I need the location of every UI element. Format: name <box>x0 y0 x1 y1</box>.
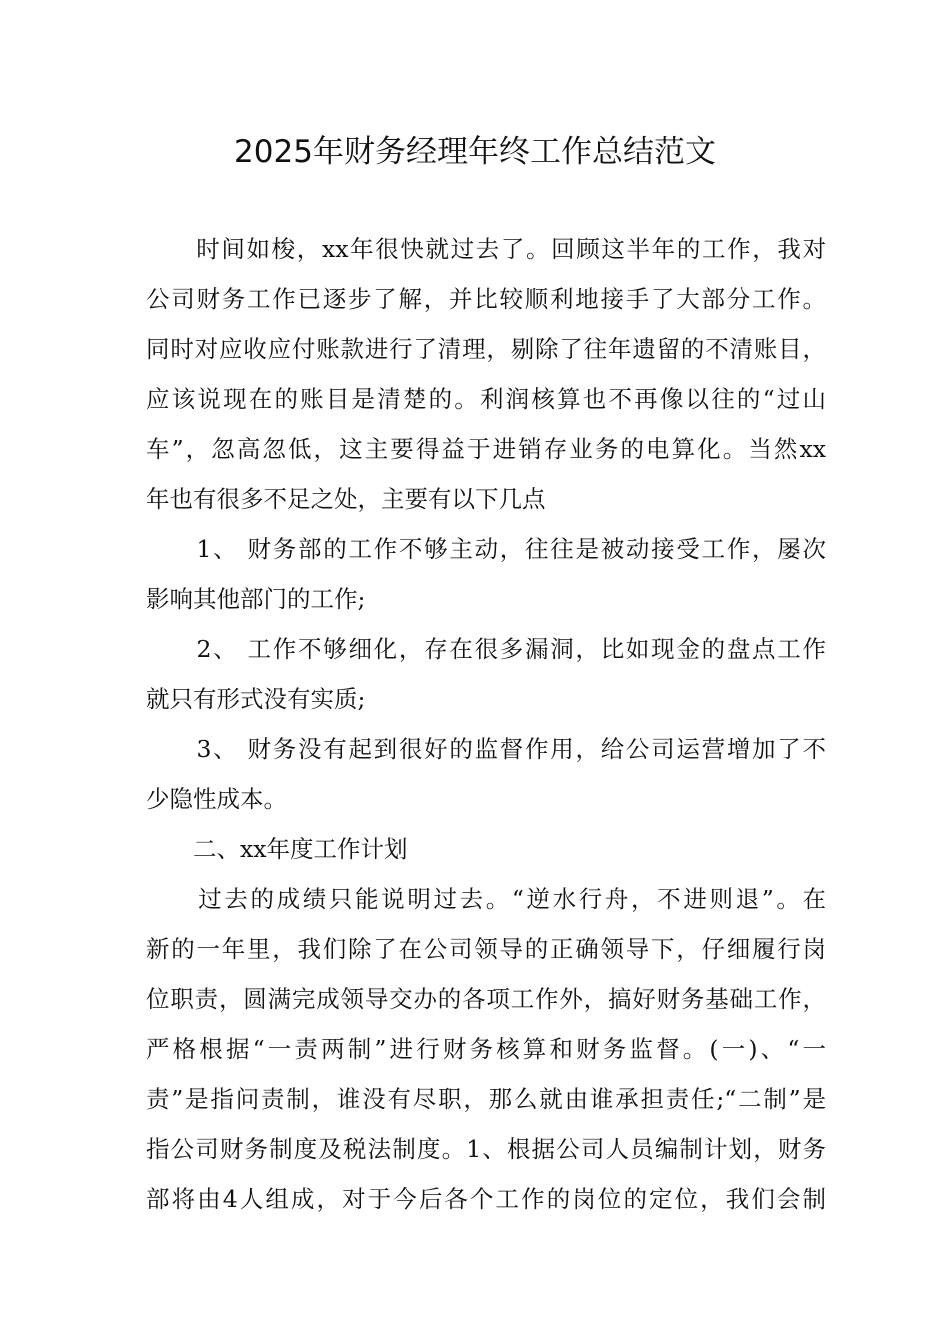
list-item-line: 3、 财务没有起到很好的监督作用，给公司运营增加了不 <box>146 735 826 763</box>
paragraph-line: 应该说现在的账目是清楚的。利润核算也不再像以往的“过山 <box>146 385 826 413</box>
paragraph-line: 部将由4人组成，对于今后各个工作的岗位的定位，我们会制 <box>146 1185 826 1213</box>
paragraph-line: 公司财务工作已逐步了解，并比较顺利地接手了大部分工作。 <box>146 285 826 313</box>
paragraph-line: 严格根据“一责两制”进行财务核算和财务监督。(一)、“一 <box>146 1035 826 1063</box>
list-item-line: 少隐性成本。 <box>146 785 287 813</box>
paragraph-line: 年也有很多不足之处，主要有以下几点 <box>146 485 546 513</box>
paragraph-line: 时间如梭，xx年很快就过去了。回顾这半年的工作，我对 <box>146 235 826 263</box>
list-item-line: 1、 财务部的工作不够主动，往往是被动接受工作，屡次 <box>146 535 826 563</box>
paragraph-line: 位职责，圆满完成领导交办的各项工作外，搞好财务基础工作， <box>146 985 826 1013</box>
paragraph-line: 新的一年里，我们除了在公司领导的正确领导下，仔细履行岗 <box>146 935 826 963</box>
list-item-line: 2、 工作不够细化，存在很多漏洞，比如现金的盘点工作 <box>146 635 826 663</box>
section-heading: 二、xx年度工作计划 <box>146 835 408 863</box>
paragraph-line: 车”，忽高忽低，这主要得益于进销存业务的电算化。当然xx <box>146 435 826 463</box>
paragraph-line: 指公司财务制度及税法制度。1、根据公司人员编制计划，财务 <box>146 1135 826 1163</box>
document-title: 2025年财务经理年终工作总结范文 <box>234 134 716 170</box>
paragraph-line: 责”是指问责制，谁没有尽职，那么就由谁承担责任;“二制”是 <box>146 1085 826 1113</box>
list-item-line: 影响其他部门的工作; <box>146 585 366 613</box>
list-item-line: 就只有形式没有实质; <box>146 685 366 713</box>
paragraph-line: 同时对应收应付账款进行了清理，剔除了往年遗留的不清账目， <box>146 335 826 363</box>
paragraph-line: 过去的成绩只能说明过去。“逆水行舟，不进则退”。在 <box>146 885 826 913</box>
